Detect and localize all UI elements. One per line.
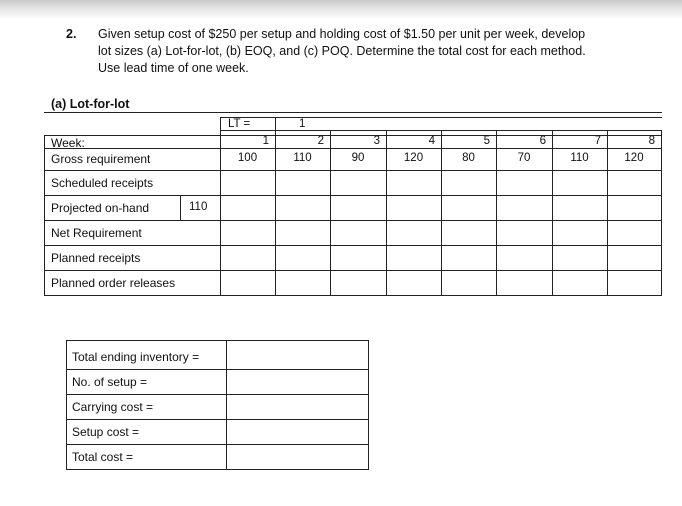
on-hand-divider [180,195,181,220]
mrp-row-line-6 [44,270,662,271]
row-label-2: Scheduled receipts [51,176,154,190]
row-label-0: Week: [51,136,85,150]
gross-requirement-week-5: 80 [462,152,475,164]
week-number-2: 2 [317,135,324,147]
lt-row-top [220,117,662,118]
week-number-4: 4 [428,135,435,147]
cost-mid-border [226,340,227,469]
cost-row-line-5 [66,469,369,470]
section-title: (a) Lot-for-lot [51,97,130,111]
top-shadow [0,0,682,20]
row-label-5: Planned receipts [51,251,141,265]
mrp-row-line-5 [44,245,662,246]
week-number-8: 8 [648,135,655,147]
gross-requirement-week-7: 110 [570,152,589,164]
gross-requirement-week-6: 70 [517,152,531,164]
lead-time-value: 1 [299,118,306,130]
cost-row-line-0 [66,340,369,341]
question-number: 2. [66,27,77,41]
cost-left-border [66,340,67,469]
mrp-row-line-2 [44,170,662,171]
week-number-7: 7 [594,135,601,147]
lt-divider [275,117,276,130]
question-line-1: Given setup cost of $250 per setup and holding cost of $1.50 per unit per week, develop [98,27,586,41]
mrp-row-line-7 [44,295,662,296]
week-number-3: 3 [373,135,380,147]
week-number-5: 5 [483,135,490,147]
mrp-row-line-1 [44,148,662,149]
cost-row-line-4 [66,444,369,445]
gross-requirement-week-8: 120 [624,152,644,164]
row-label-4: Net Requirement [51,226,142,240]
mrp-col-line-8 [661,130,662,295]
section-rule [44,112,662,113]
cost-row-line-1 [66,369,369,370]
week-number-6: 6 [539,135,546,147]
gross-requirement-week-4: 120 [403,152,424,164]
question-line-2: lot sizes (a) Lot-for-lot, (b) EOQ, and (c) POQ. Determine the total cost for each method. [98,44,586,58]
cost-label-3: Setup cost = [72,425,140,439]
cost-label-1: No. of setup = [72,375,148,389]
cost-label-2: Carrying cost = [72,400,154,414]
mrp-row-line-3 [44,195,662,196]
gross-requirement-week-2: 110 [293,152,312,164]
cost-row-line-3 [66,419,369,420]
cost-label-4: Total cost = [72,450,134,464]
initial-on-hand: 110 [189,201,208,213]
row-label-3: Projected on-hand [51,201,150,215]
gross-requirement-week-3: 90 [351,152,365,164]
question-line-3: Use lead time of one week. [98,61,249,75]
mrp-left-border [44,135,45,295]
week-number-1: 1 [262,135,269,147]
row-label-6: Planned order releases [51,276,176,290]
mrp-row-line-4 [44,220,662,221]
lead-time-label: LT = [228,118,251,130]
cost-row-line-2 [66,394,369,395]
gross-requirement-week-1: 100 [237,152,258,164]
cost-label-0: Total ending inventory = [72,350,200,364]
cost-right-border [368,340,369,469]
row-label-1: Gross requirement [51,152,151,166]
